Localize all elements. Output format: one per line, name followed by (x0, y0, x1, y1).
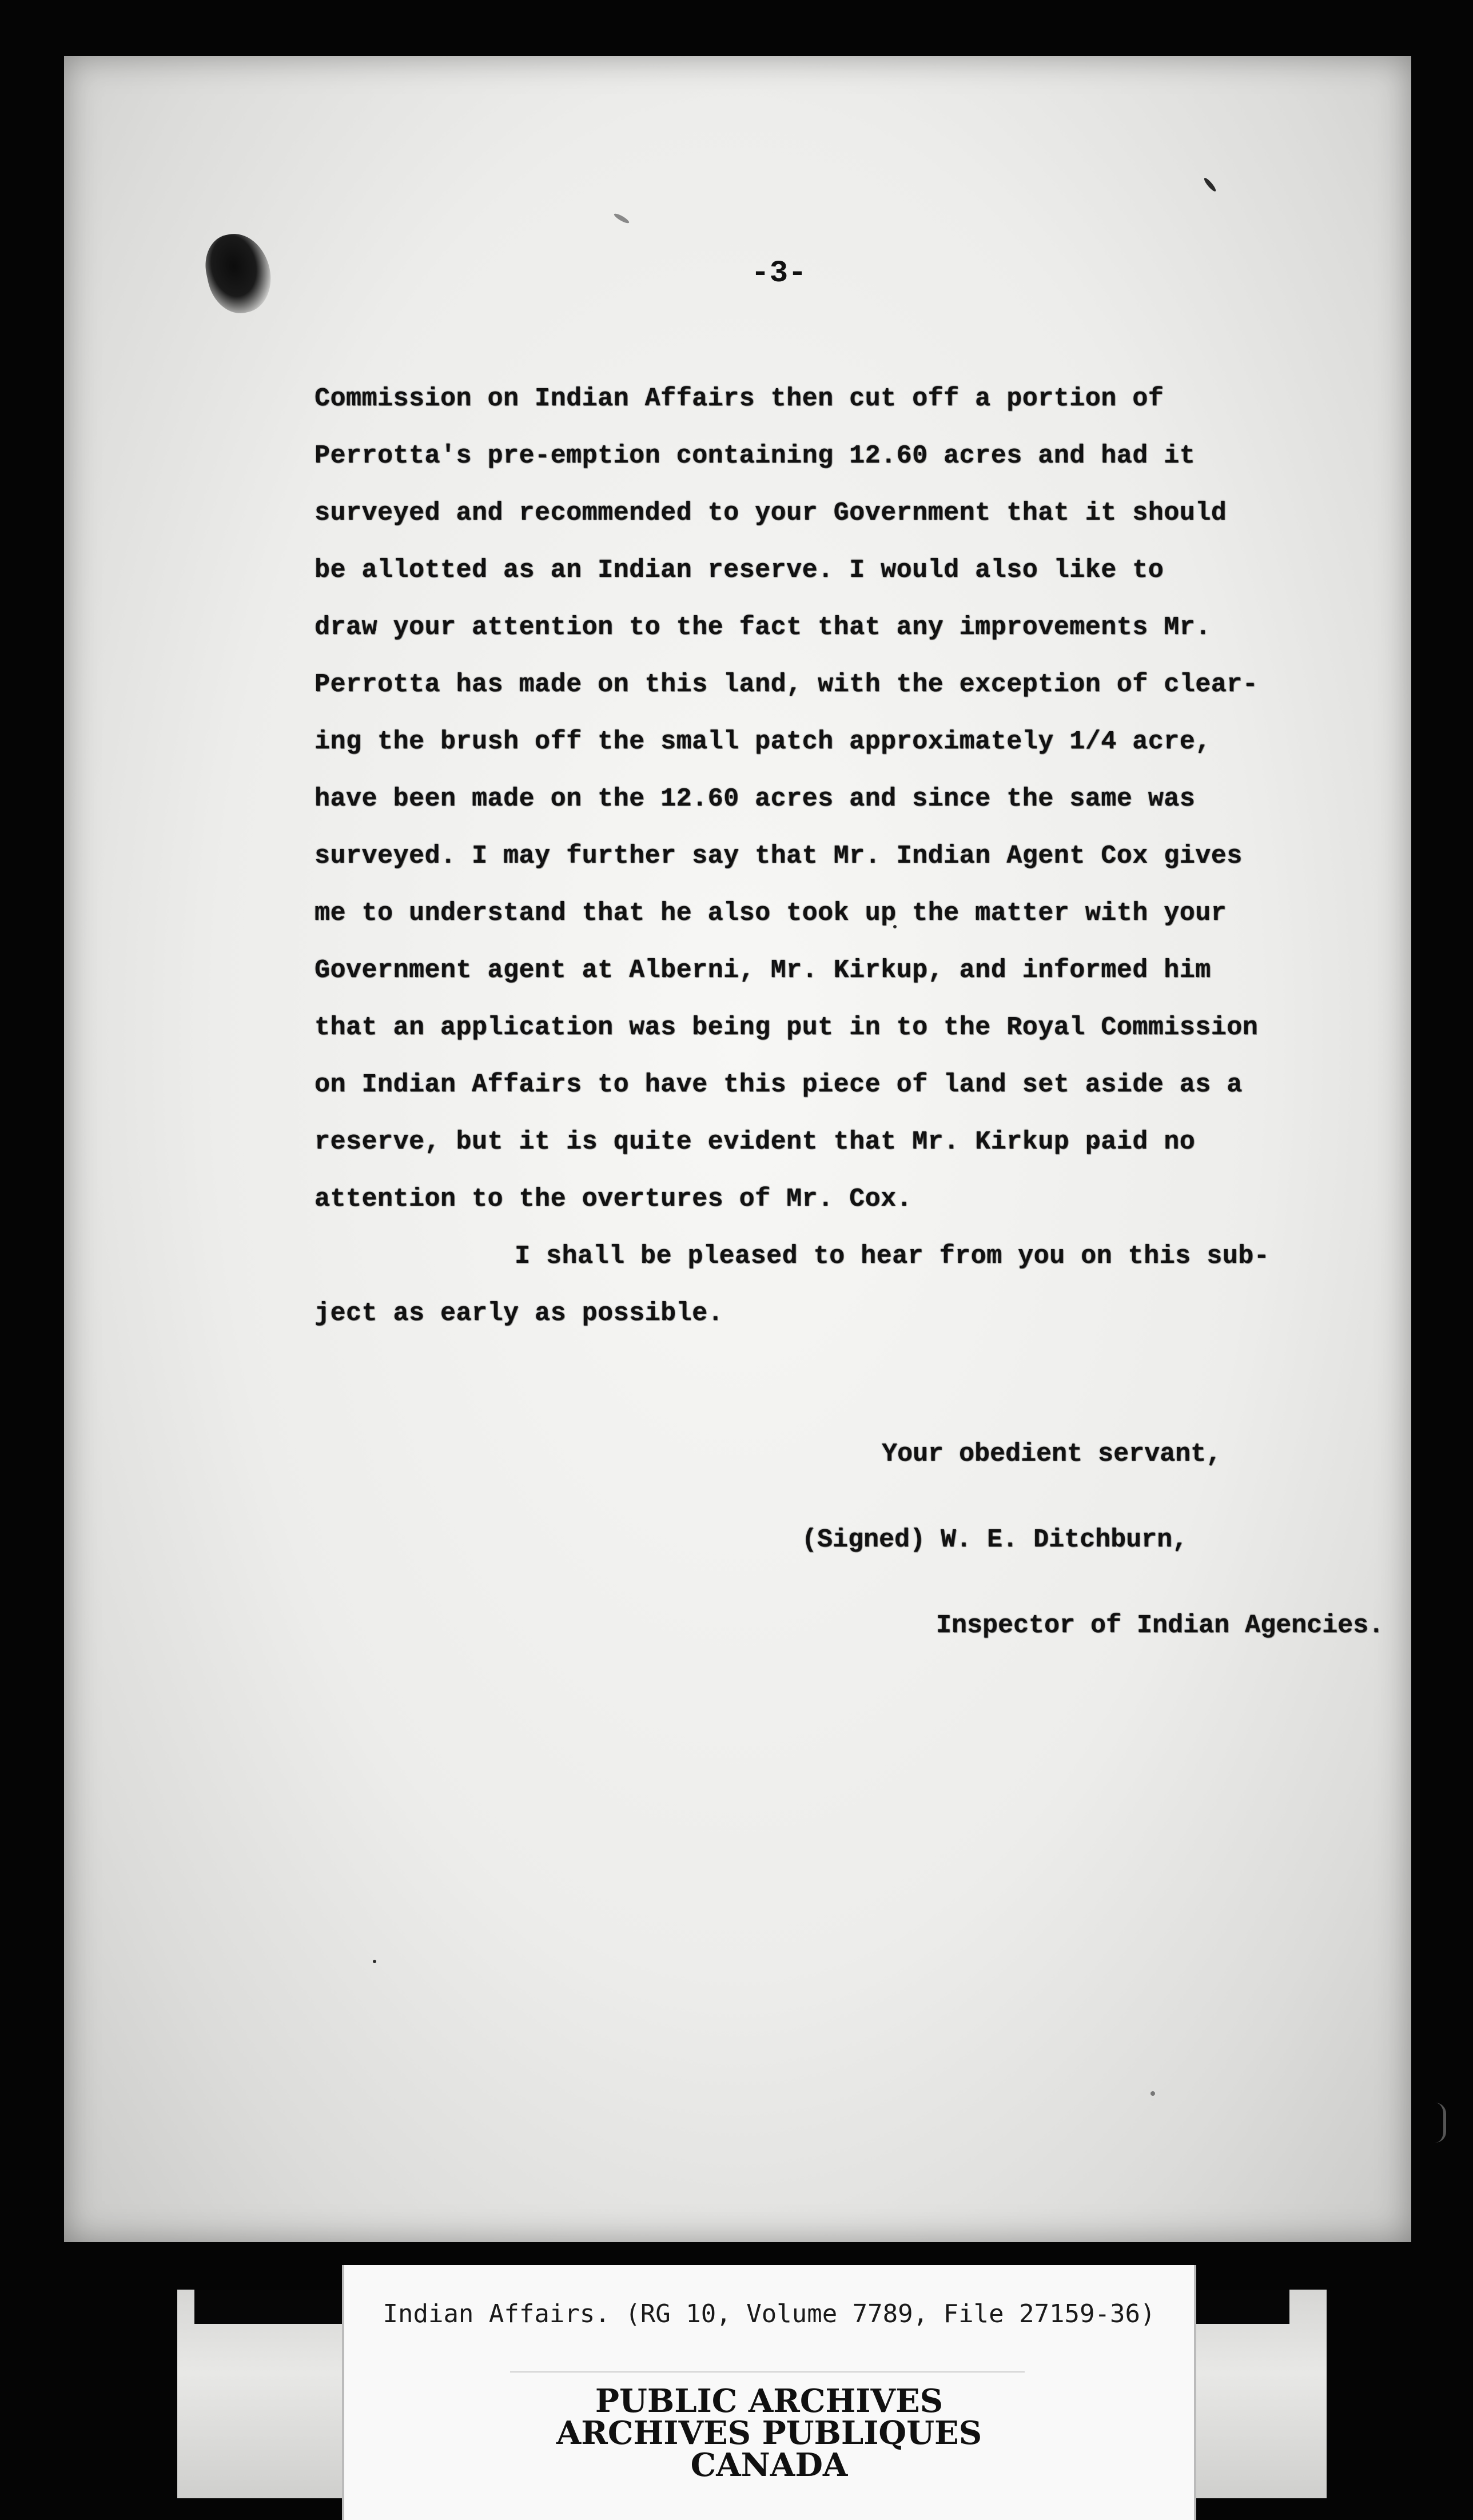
document-page (64, 56, 1411, 2242)
page-number: -3- (751, 256, 807, 291)
signatory-title: Inspector of Indian Agencies. (936, 1611, 1384, 1640)
signature-line: (Signed) W. E. Ditchburn, (802, 1525, 1188, 1554)
archive-name-english: PUBLIC ARCHIVES (595, 2382, 943, 2420)
body-line: that an application was being put in to the Royal Commission (314, 1013, 1259, 1042)
closing-paragraph-line: I shall be pleased to hear from you on this sub- (515, 1242, 1270, 1271)
body-line: Perrotta's pre-emption containing 12.60 acres and had it (314, 441, 1196, 470)
margin-mark (1435, 2103, 1446, 2143)
archive-label (342, 2265, 1196, 2520)
scratch-mark (1203, 177, 1217, 193)
body-line: surveyed and recommended to your Government that it should (314, 499, 1227, 528)
body-line: Commission on Indian Affairs then cut off a portion of (314, 384, 1164, 413)
dust-speck (373, 1960, 376, 1963)
archive-names (344, 2382, 1194, 2484)
dust-speck (1150, 2091, 1155, 2096)
body-line: reserve, but it is quite evident that Mr. Kirkup paid no (314, 1127, 1196, 1157)
label-divider (510, 2371, 1025, 2373)
body-line: have been made on the 12.60 acres and since the same was (314, 784, 1196, 814)
body-line: draw your attention to the fact that any improvements Mr. (314, 613, 1211, 642)
ink-blot-mark (200, 228, 278, 319)
body-line: on Indian Affairs to have this piece of land set aside as a (314, 1070, 1243, 1099)
strip-shadow (194, 2290, 343, 2324)
body-line: be allotted as an Indian reserve. I would also like to (314, 556, 1164, 585)
body-line: me to understand that he also took up the matter with your (314, 899, 1227, 928)
archive-reference: Indian Affairs. (RG 10, Volume 7789, File 27159-36) (383, 2299, 1156, 2328)
letter-body (314, 370, 1401, 1342)
scratch-mark (613, 212, 630, 225)
strip-shadow (1192, 2290, 1289, 2324)
body-line: Government agent at Alberni, Mr. Kirkup, and informed him (314, 956, 1211, 985)
body-line: ing the brush off the small patch approximately 1/4 acre, (314, 727, 1211, 756)
body-line: Perrotta has made on this land, with the exception of clear- (314, 670, 1259, 699)
archive-name-country: CANADA (690, 2446, 848, 2484)
body-line: surveyed. I may further say that Mr. Indian Agent Cox gives (314, 842, 1243, 871)
body-line: attention to the overtures of Mr. Cox. (314, 1185, 913, 1214)
closing-paragraph-line: ject as early as possible. (314, 1299, 724, 1328)
archive-name-french: ARCHIVES PUBLIQUES (556, 2414, 982, 2452)
valediction: Your obedient servant, (882, 1440, 1222, 1469)
